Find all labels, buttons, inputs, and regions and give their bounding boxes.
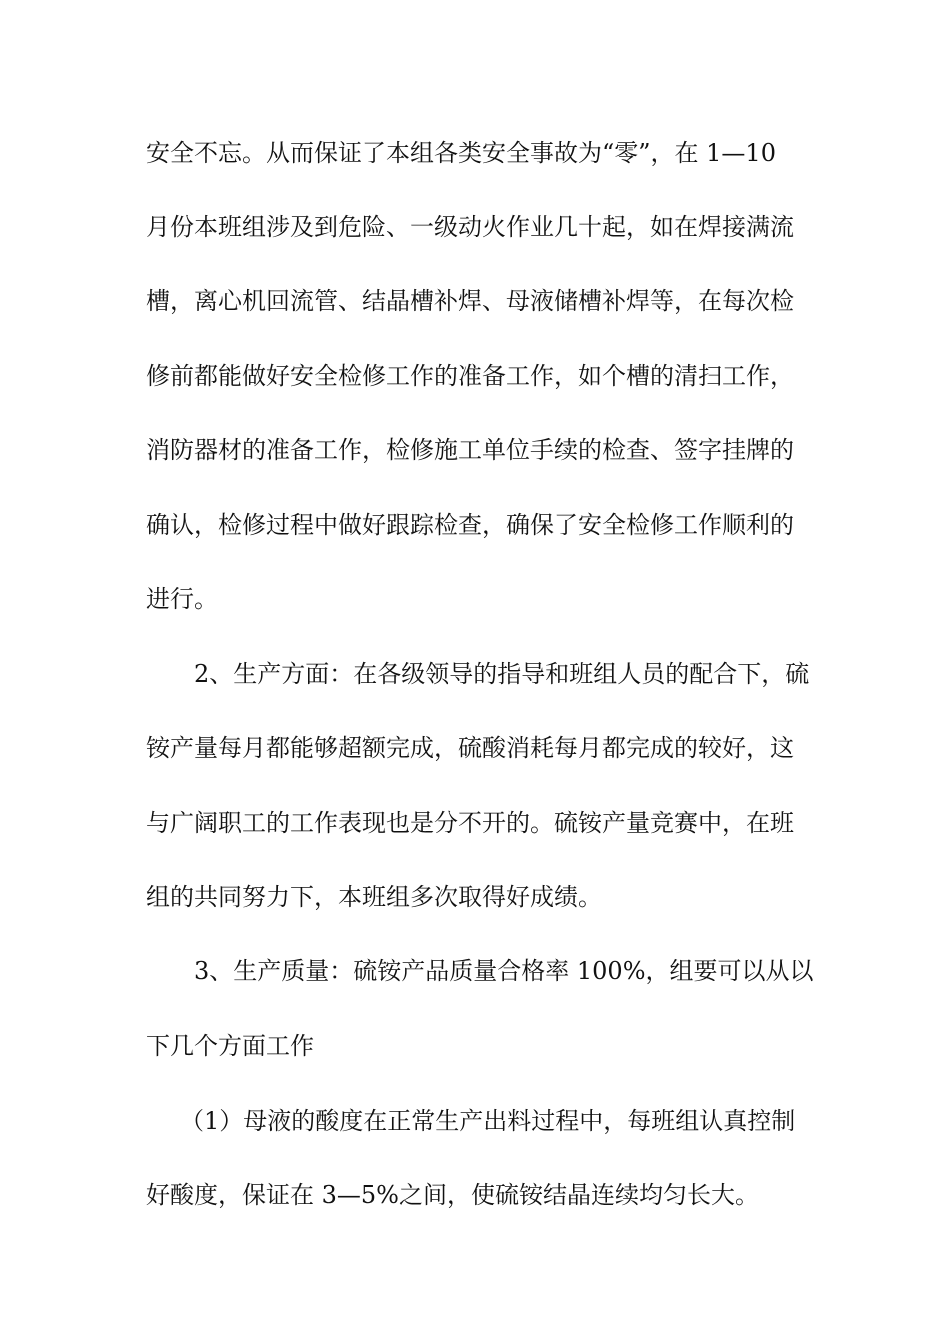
text-line-7: 进行。 — [146, 585, 218, 613]
text-line-14: （1）母液的酸度在正常生产出料过程中，每班组认真控制 — [180, 1107, 796, 1135]
text-line-15: 好酸度，保证在 3—5%之间，使硫铵结晶连续均匀长大。 — [146, 1181, 759, 1209]
text-line-8: 2、生产方面：在各级领导的指导和班组人员的配合下，硫 — [194, 660, 810, 688]
text-line-12: 3、生产质量：硫铵产品质量合格率 100%，组要可以从以 — [194, 957, 814, 985]
text-line-11: 组的共同努力下，本班组多次取得好成绩。 — [146, 883, 602, 911]
text-line-9: 铵产量每月都能够超额完成，硫酸消耗每月都完成的较好，这 — [146, 734, 794, 762]
text-line-6: 确认，检修过程中做好跟踪检查，确保了安全检修工作顺利的 — [146, 511, 794, 539]
text-line-5: 消防器材的准备工作，检修施工单位手续的检查、签字挂牌的 — [146, 436, 794, 464]
text-line-4: 修前都能做好安全检修工作的准备工作，如个槽的清扫工作， — [146, 362, 794, 390]
text-line-10: 与广阔职工的工作表现也是分不开的。硫铵产量竞赛中，在班 — [146, 809, 794, 837]
text-line-2: 月份本班组涉及到危险、一级动火作业几十起，如在焊接满流 — [146, 213, 794, 241]
text-line-13: 下几个方面工作 — [146, 1032, 314, 1060]
text-line-3: 槽，离心机回流管、结晶槽补焊、母液储槽补焊等，在每次检 — [146, 287, 794, 315]
text-line-1: 安全不忘。从而保证了本组各类安全事故为“零”，在 1—10 — [146, 139, 776, 167]
